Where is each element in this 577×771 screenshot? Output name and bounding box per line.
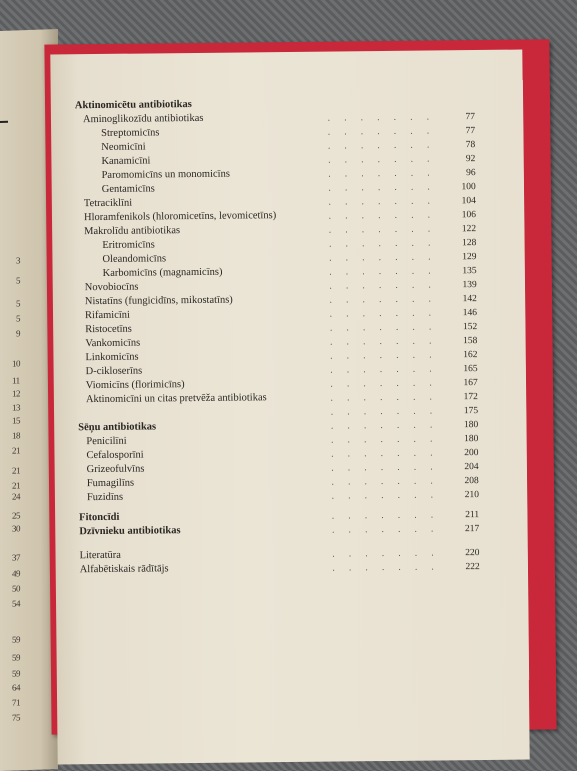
toc-leader-dots: . . . . . . . xyxy=(330,419,439,431)
left-page-number: 64 xyxy=(12,682,20,693)
toc-page-number: 78 xyxy=(465,140,476,151)
toc-page-number: 180 xyxy=(463,420,479,431)
toc-entry-title: Fitoncīdi xyxy=(79,511,120,524)
toc-page-number: 139 xyxy=(462,280,477,291)
toc-page-number: 100 xyxy=(461,182,476,193)
toc-leader-dots: . . . . . . . xyxy=(331,523,440,535)
toc-leader-dots: . . . . . . . xyxy=(332,561,440,573)
left-page-number: 15 xyxy=(12,415,20,426)
toc-entry-title: Cefalosporīni xyxy=(86,449,144,462)
toc-leader-dots: . . . . . . . xyxy=(330,335,438,347)
left-page-number: 71 xyxy=(12,697,20,708)
toc-entry-title: Grizeofulvīns xyxy=(86,463,145,476)
toc-leader-dots: . . . . . . . xyxy=(331,509,440,521)
left-page-number: 9 xyxy=(16,328,20,339)
toc-entry-title: Kanamicīni xyxy=(101,155,151,167)
left-page-number: 21 xyxy=(12,465,20,476)
toc-entry-title: Penicilīni xyxy=(86,435,127,448)
toc-page-number: 77 xyxy=(465,126,476,137)
toc-leader-dots: . . . . . . . xyxy=(329,265,437,277)
toc-page-number: 152 xyxy=(462,322,478,333)
toc-leader-dots: . . . . . . . xyxy=(331,447,439,459)
toc-page-number: 92 xyxy=(465,154,476,165)
toc-entry-title: Vankomicīns xyxy=(85,337,141,350)
toc-entry-title: Makrolīdu antibiotikas xyxy=(84,225,181,238)
toc-entry-title: Aktinomicētu antibiotikas xyxy=(74,99,192,112)
toc-entry-title: Viomicīns (florimicīns) xyxy=(85,379,185,392)
toc-page-number: 211 xyxy=(465,510,480,521)
toc-entry-title: Sēņu antibiotikas xyxy=(78,421,157,434)
toc-leader-dots: . . . . . . . xyxy=(330,363,438,375)
toc-page-number: 162 xyxy=(463,350,478,361)
left-page-number: 3 xyxy=(16,255,20,266)
toc-page-number: 172 xyxy=(463,392,478,403)
toc-leader-dots: . . . . . . . xyxy=(329,293,437,305)
toc-leader-dots: . . . . . . . xyxy=(328,209,437,221)
toc-leader-dots: . . . . . . . xyxy=(331,475,439,487)
toc-page-number: 210 xyxy=(464,490,479,501)
toc-page-number: 158 xyxy=(463,336,478,347)
toc-entry-title: Literatūra xyxy=(79,549,121,562)
left-page-number: 50 xyxy=(12,583,20,594)
toc-page-number: 129 xyxy=(462,252,477,263)
toc-entry-title: Aktinomicīni un citas pretvēža antibiotikas xyxy=(85,392,267,406)
toc-page-number: 208 xyxy=(464,476,479,487)
toc-page-number: 106 xyxy=(461,210,477,221)
toc-entry-title: Ristocetīns xyxy=(85,323,132,336)
left-page-number: 49 xyxy=(12,568,20,579)
toc-leader-dots: . . . . . . . xyxy=(331,489,439,501)
toc-page-number: 222 xyxy=(465,562,480,573)
toc-page-number: 128 xyxy=(461,238,477,249)
left-page-mark xyxy=(0,121,8,123)
toc-leader-dots: . . . . . . . xyxy=(328,181,436,193)
toc-page-number: 217 xyxy=(464,524,480,535)
left-page-number: 24 xyxy=(12,491,20,502)
left-page-number: 30 xyxy=(12,523,20,534)
toc-leader-dots: . . . . . . . xyxy=(332,547,440,559)
toc-entry-title: Linkomicīns xyxy=(85,351,139,364)
left-page-number: 5 xyxy=(16,313,20,324)
left-page-number: 11 xyxy=(12,375,20,386)
toc-page-number: 175 xyxy=(463,406,479,417)
toc-entry-title: Alfabētiskais rādītājs xyxy=(79,563,169,576)
toc-page-number: 165 xyxy=(463,364,478,375)
toc-page-number: 180 xyxy=(464,434,479,445)
toc-entry-title: Paromomicīns un monomicīns xyxy=(101,168,230,181)
toc-page-number: 204 xyxy=(464,462,479,473)
toc-leader-dots: . . . . . . . xyxy=(328,195,436,207)
left-page-number: 18 xyxy=(12,430,20,441)
toc-page-number: 200 xyxy=(464,448,479,459)
toc-entry-title: Karbomicīns (magnamicīns) xyxy=(102,266,223,279)
left-page-number: 75 xyxy=(12,712,20,723)
toc-leader-dots: . . . . . . . xyxy=(328,153,436,165)
toc-entry-title: Gentamicīns xyxy=(101,183,155,195)
left-page-number: 12 xyxy=(12,388,20,399)
left-page-numbers xyxy=(0,29,58,723)
toc-entry-title: Streptomicīns xyxy=(101,127,160,139)
left-page-number: 59 xyxy=(12,634,20,645)
toc-leader-dots: . . . . . . . xyxy=(329,251,437,263)
toc-page-number: 96 xyxy=(466,168,476,179)
toc-entry-title: Fuzidīns xyxy=(86,491,124,504)
toc-entry-title: D-cikloserīns xyxy=(85,365,143,378)
left-page-number: 37 xyxy=(12,552,20,563)
left-page-number: 5 xyxy=(16,275,20,286)
toc-entry-title: Fumagilīns xyxy=(86,477,135,490)
toc-leader-dots: . . . . . . . xyxy=(330,405,439,417)
left-page-number: 54 xyxy=(12,598,20,609)
left-page-number: 21 xyxy=(12,480,20,491)
toc-leader-dots: . . . . . . . xyxy=(330,391,438,403)
toc-page-number: 135 xyxy=(462,266,477,277)
toc-leader-dots: . . . . . . . xyxy=(329,279,437,291)
left-page-number: 13 xyxy=(12,402,20,413)
toc-leader-dots: . . . . . . . xyxy=(330,349,438,361)
toc-leader-dots: . . . . . . . xyxy=(330,377,438,389)
left-page-number: 10 xyxy=(12,358,20,369)
toc-entry-title: Nistatīns (fungicidīns, mikostatīns) xyxy=(84,294,233,308)
toc-entry-title: Eritromicīns xyxy=(102,239,155,251)
toc-leader-dots: . . . . . . . xyxy=(327,139,436,151)
left-page-number: 25 xyxy=(12,510,20,521)
toc-entry-title: Dzīvnieku antibiotikas xyxy=(79,525,181,538)
toc-leader-dots: . . . . . . . xyxy=(328,237,437,249)
toc-leader-dots: . . . . . . . xyxy=(329,321,438,333)
toc-leader-dots: . . . . . . . xyxy=(327,125,436,137)
left-page-number: 5 xyxy=(16,298,20,309)
toc-entry-title: Oleandomicīns xyxy=(102,253,167,265)
left-page-number: 21 xyxy=(12,445,20,456)
toc-page xyxy=(50,50,529,765)
toc-page-number: 220 xyxy=(465,548,480,559)
toc-leader-dots: . . . . . . . xyxy=(327,111,436,123)
toc-leader-dots: . . . . . . . xyxy=(331,461,439,473)
toc-leader-dots: . . . . . . . xyxy=(328,167,436,179)
left-page-number: 59 xyxy=(12,652,20,663)
toc-page-number: 142 xyxy=(462,294,477,305)
toc-page-number: 122 xyxy=(461,224,477,235)
toc-leader-dots: . . . . . . . xyxy=(331,433,439,445)
toc-entry-title: Rifamicīni xyxy=(84,309,131,322)
toc-page-number: 146 xyxy=(462,308,478,319)
left-page-number: 59 xyxy=(12,668,20,679)
toc-page-number: 104 xyxy=(461,196,476,207)
toc-page-number: 167 xyxy=(463,378,478,389)
toc-leader-dots: . . . . . . . xyxy=(328,223,437,235)
toc-leader-dots: . . . . . . . xyxy=(329,307,438,319)
toc-entry-title: Hloramfenikols (hloromicetīns, levomicetīns) xyxy=(83,210,277,224)
toc-entry-title: Tetraciklīni xyxy=(83,197,133,210)
toc-entry-title: Neomicīni xyxy=(101,141,146,153)
toc-entry-title: Aminoglikozīdu antibiotikas xyxy=(82,112,204,126)
toc-entry-title: Novobiocīns xyxy=(84,281,139,294)
toc-page-number: 77 xyxy=(465,112,476,123)
